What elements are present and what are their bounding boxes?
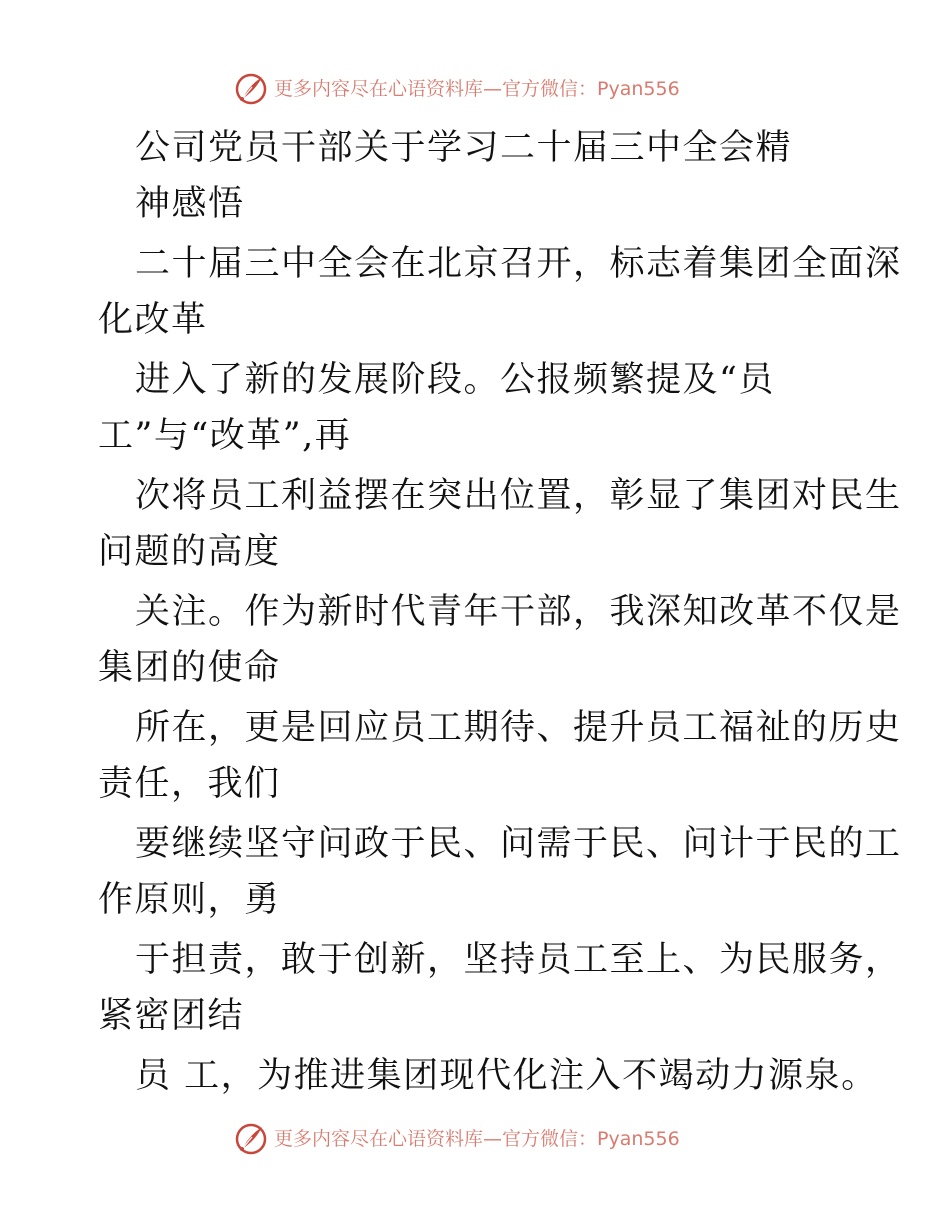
footer-banner [0,1120,950,1160]
body-line: 集团的使命 [98,648,281,688]
body-line: 关注。作为新时代青年干部，我深知改革不仅是 [135,592,902,632]
document-title-line-1: 公司党员干部关于学习二十届三中全会精 [135,128,793,168]
body-line: 问题的高度 [98,532,281,572]
body-line: 要继续坚守问政于民、问需于民、问计于民的工 [135,824,902,864]
body-line: 作原则，勇 [98,880,281,920]
feather-pen-logo-icon [234,1122,268,1156]
footer-banner-text: 更多内容尽在心语资料库—官方微信：Pyan556 [274,1128,680,1150]
body-line: 紧密团结 [98,996,245,1036]
body-line: 员 工，为推进集团现代化注入不竭动力源泉。 [135,1056,878,1096]
body-line: 所在，更是回应员工期待、提升员工福祉的历史 [135,708,902,748]
header-banner-text: 更多内容尽在心语资料库—官方微信：Pyan556 [274,78,680,100]
feather-pen-logo-icon [234,72,268,106]
body-line: 于担责，敢于创新，坚持员工至上、为民服务， [135,940,902,980]
document-title-line-2: 神感悟 [135,184,245,224]
body-line: 责任，我们 [98,764,281,804]
header-banner [0,70,950,110]
body-line: 化改革 [98,300,208,340]
body-line: 二十届三中全会在北京召开，标志着集团全面深 [135,244,902,284]
body-line: 进入了新的发展阶段。公报频繁提及“员 [135,360,775,400]
body-line: 次将员工利益摆在突出位置，彰显了集团对民生 [135,476,902,516]
body-line: 工”与“改革”,再 [98,416,352,456]
